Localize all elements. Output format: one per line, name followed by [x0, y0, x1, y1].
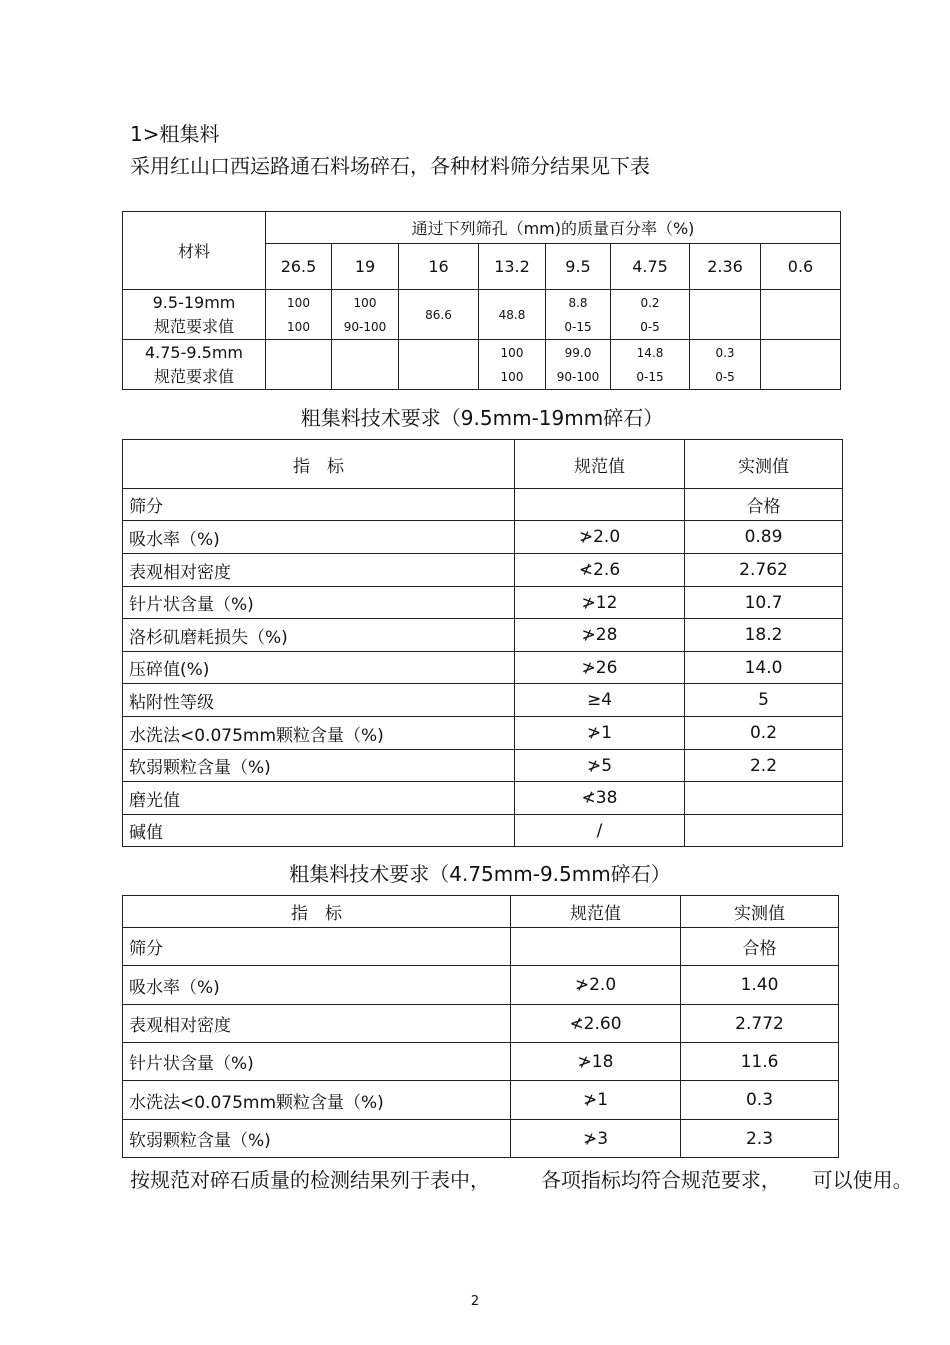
req-value: 90-100	[556, 369, 600, 384]
spec-cell: ≯1	[511, 1081, 681, 1120]
sieve-value-cell	[332, 340, 399, 390]
measured-cell: 合格	[681, 928, 839, 966]
table-row	[123, 554, 843, 587]
material-name: 9.5-19mm	[152, 292, 236, 312]
conclusion-part: 可以使用。	[812, 1168, 913, 1192]
spec-cell: ≮2.6	[515, 554, 685, 587]
table-row	[123, 717, 843, 750]
passing-value: 100	[287, 295, 310, 310]
table-row	[123, 587, 843, 619]
sieve-value-cell	[266, 340, 332, 390]
indicator-cell: 碱值	[123, 815, 515, 847]
req-value: 100	[287, 319, 310, 334]
spec-cell: /	[515, 815, 685, 847]
req-value: 0-5	[640, 319, 660, 334]
indicator-cell: 表观相对密度	[123, 554, 515, 587]
measured-cell: 2.772	[681, 1005, 839, 1043]
measured-cell: 2.2	[685, 750, 843, 782]
sieve-size: 0.6	[761, 244, 841, 290]
table-row	[123, 521, 843, 554]
spec-cell: ≮2.60	[511, 1005, 681, 1043]
material-cell	[123, 290, 266, 340]
sieve-value-cell	[332, 290, 399, 340]
header-indicator: 指 标	[123, 440, 515, 489]
indicator-cell: 针片状含量（%)	[123, 587, 515, 619]
measured-cell: 2.762	[685, 554, 843, 587]
sieve-value-cell	[399, 340, 479, 390]
measured-cell: 合格	[685, 489, 843, 521]
sieve-value-cell	[690, 290, 761, 340]
sieve-size: 9.5	[546, 244, 611, 290]
measured-cell: 0.89	[685, 521, 843, 554]
passing-value: 86.6	[425, 307, 452, 322]
indicator-cell: 吸水率（%)	[123, 966, 511, 1005]
sieve-size: 26.5	[266, 244, 332, 290]
sieve-value-cell	[479, 340, 546, 390]
table-row	[123, 489, 843, 521]
sieve-row	[123, 340, 841, 390]
passing-header: 通过下列筛孔（mm)的质量百分率（%)	[266, 212, 841, 244]
measured-cell: 14.0	[685, 652, 843, 684]
conclusion-paragraph	[130, 1162, 913, 1198]
table-row	[123, 966, 839, 1005]
indicator-cell: 水洗法<0.075mm颗粒含量（%)	[123, 717, 515, 750]
indicator-cell: 筛分	[123, 928, 511, 966]
req-label: 规范要求值	[153, 366, 234, 386]
table-caption: 粗集料技术要求（4.75mm-9.5mm碎石）	[289, 862, 671, 886]
header-indicator: 指 标	[123, 896, 511, 928]
requirement-table-4-75-9-5	[122, 895, 839, 1158]
indicator-cell: 软弱颗粒含量（%)	[123, 750, 515, 782]
spec-cell: ≥4	[515, 684, 685, 717]
spec-cell: ≯3	[511, 1120, 681, 1158]
table-row	[123, 684, 843, 717]
sieve-value-cell	[761, 340, 841, 390]
sieve-value-cell	[761, 290, 841, 340]
req-label: 规范要求值	[153, 316, 234, 336]
indicator-cell: 针片状含量（%)	[123, 1043, 511, 1081]
header-measured: 实测值	[685, 440, 843, 489]
table-row	[123, 1005, 839, 1043]
indicator-cell: 筛分	[123, 489, 515, 521]
material-header: 材料	[123, 212, 266, 290]
sieve-value-cell	[546, 290, 611, 340]
spec-cell: ≯2.0	[511, 966, 681, 1005]
passing-value: 99.0	[564, 345, 592, 360]
spec-cell: ≯1	[515, 717, 685, 750]
sieve-size: 13.2	[479, 244, 546, 290]
measured-cell: 11.6	[681, 1043, 839, 1081]
req-value: 0-5	[715, 369, 735, 384]
sieve-value-cell	[399, 290, 479, 340]
indicator-cell: 压碎值(%)	[123, 652, 515, 684]
passing-value: 0.3	[715, 345, 735, 360]
sieve-value-cell	[611, 290, 690, 340]
measured-cell: 10.7	[685, 587, 843, 619]
header-measured: 实测值	[681, 896, 839, 928]
sieve-value-cell	[479, 290, 546, 340]
spec-cell: ≯5	[515, 750, 685, 782]
table-row	[123, 750, 843, 782]
material-name: 4.75-9.5mm	[144, 342, 243, 362]
indicator-cell: 表观相对密度	[123, 1005, 511, 1043]
sieve-size: 19	[332, 244, 399, 290]
table-row	[123, 782, 843, 815]
indicator-cell: 粘附性等级	[123, 684, 515, 717]
material-cell	[123, 340, 266, 390]
passing-value: 8.8	[568, 295, 588, 310]
table-row	[123, 1081, 839, 1120]
measured-cell: 0.3	[681, 1081, 839, 1120]
header-spec: 规范值	[515, 440, 685, 489]
indicator-cell: 洛杉矶磨耗损失（%)	[123, 619, 515, 652]
measured-cell	[685, 815, 843, 847]
spec-cell: ≮38	[515, 782, 685, 815]
spec-cell: ≯18	[511, 1043, 681, 1081]
measured-cell	[685, 782, 843, 815]
conclusion-part: 各项指标均符合规范要求，	[540, 1168, 781, 1192]
table-row	[123, 619, 843, 652]
table-row	[123, 1043, 839, 1081]
section-heading: 1>粗集料	[130, 122, 220, 146]
passing-value: 100	[500, 345, 524, 360]
measured-cell: 5	[685, 684, 843, 717]
req-value: 90-100	[343, 319, 387, 334]
req-value: 0-15	[564, 319, 592, 334]
passing-value: 48.8	[498, 307, 526, 322]
spec-cell	[515, 489, 685, 521]
table-row	[123, 815, 843, 847]
table-row	[123, 652, 843, 684]
measured-cell: 2.3	[681, 1120, 839, 1158]
spec-cell: ≯2.0	[515, 521, 685, 554]
intro-paragraph: 采用红山口西运路通石料场碎石，各种材料筛分结果见下表	[130, 154, 650, 178]
measured-cell: 18.2	[685, 619, 843, 652]
page-number: 2	[470, 1294, 480, 1309]
requirement-table-9-5-19	[122, 439, 843, 847]
sieve-value-cell	[690, 340, 761, 390]
table-row	[123, 1120, 839, 1158]
sieve-size: 2.36	[690, 244, 761, 290]
passing-value: 0.2	[640, 295, 660, 310]
table-row	[123, 928, 839, 966]
sieve-size: 4.75	[611, 244, 690, 290]
indicator-cell: 软弱颗粒含量（%)	[123, 1120, 511, 1158]
conclusion-part: 按规范对碎石质量的检测结果列于表中，	[130, 1168, 490, 1192]
header-spec: 规范值	[511, 896, 681, 928]
sieve-table	[122, 211, 841, 390]
measured-cell: 1.40	[681, 966, 839, 1005]
spec-cell: ≯26	[515, 652, 685, 684]
indicator-cell: 磨光值	[123, 782, 515, 815]
req-value: 0-15	[636, 369, 664, 384]
measured-cell: 0.2	[685, 717, 843, 750]
table-caption: 粗集料技术要求（9.5mm-19mm碎石）	[300, 406, 664, 430]
passing-value: 14.8	[636, 345, 664, 360]
indicator-cell: 水洗法<0.075mm颗粒含量（%)	[123, 1081, 511, 1120]
sieve-size: 16	[399, 244, 479, 290]
sieve-value-cell	[611, 340, 690, 390]
spec-cell: ≯12	[515, 587, 685, 619]
passing-value: 100	[353, 295, 377, 310]
sieve-value-cell	[546, 340, 611, 390]
indicator-cell: 吸水率（%)	[123, 521, 515, 554]
sieve-value-cell	[266, 290, 332, 340]
spec-cell: ≯28	[515, 619, 685, 652]
req-value: 100	[500, 369, 524, 384]
sieve-row	[123, 290, 841, 340]
spec-cell	[511, 928, 681, 966]
